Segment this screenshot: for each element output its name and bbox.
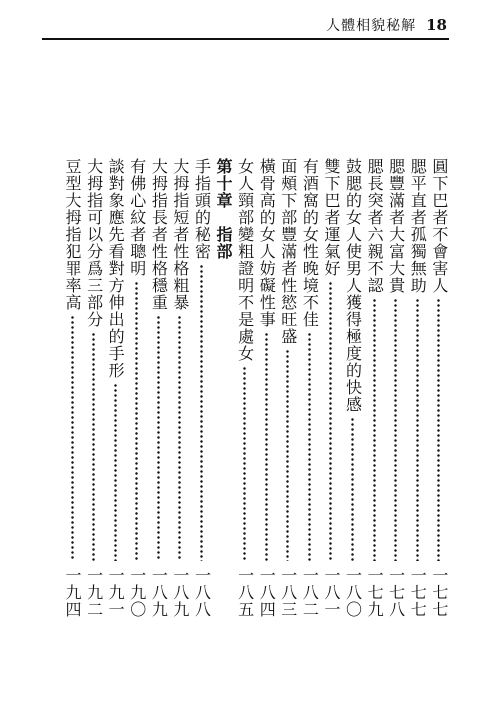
- toc-entry-title: 腮豐滿者大富大貴: [386, 158, 406, 294]
- toc-entry: [191, 158, 211, 618]
- toc-entry-title: 腮長突者六親不認: [365, 158, 385, 294]
- toc-entry: [343, 158, 363, 618]
- toc-entry-page: 一九二: [84, 567, 104, 618]
- toc-entry-title: 面頰下部豐滿者性慾旺盛: [278, 158, 298, 345]
- dot-leader: [416, 298, 419, 561]
- toc-entry-page: 一八二: [300, 567, 320, 618]
- toc-entry-page: 一七八: [386, 567, 406, 618]
- dot-leader: [329, 281, 332, 561]
- toc-entry: [105, 158, 125, 618]
- dot-leader: [92, 332, 95, 561]
- toc-entry-page: 一八八: [192, 567, 212, 618]
- toc-entry-page: 一八九: [149, 567, 169, 618]
- toc-entry: [170, 158, 190, 618]
- toc-entry: [62, 158, 82, 618]
- dot-leader: [114, 383, 117, 561]
- chapter-heading: [213, 158, 233, 618]
- toc-entry: [84, 158, 104, 618]
- dot-leader: [437, 298, 440, 561]
- toc-entry-page: 一七七: [408, 567, 428, 618]
- dot-leader: [71, 315, 74, 561]
- toc-entry-title: 有佛心紋者聰明: [127, 158, 147, 277]
- dot-leader: [286, 349, 289, 561]
- toc-entry-page: 一九〇: [127, 567, 147, 618]
- toc-entry-title: 圓下巴者不會害人: [429, 158, 449, 294]
- toc-entry-title: 手指頭的秘密: [192, 158, 212, 260]
- toc-entry-title: 大拇指可以分爲三部分: [84, 158, 104, 328]
- dot-leader: [200, 264, 203, 561]
- chapter-title: 第十章 指部: [214, 158, 234, 260]
- toc-entry-page: 一八三: [278, 567, 298, 618]
- toc-entry: [235, 158, 255, 618]
- toc-entry: [364, 158, 384, 618]
- toc-entry-title: 豆型大拇指犯罪率高: [63, 158, 82, 311]
- toc-entry-title: 女人頸部變粗證明不是處女: [235, 158, 255, 362]
- toc-entry-page: 一八〇: [343, 567, 363, 618]
- toc-entry-title: 腮平直者孤獨無助: [408, 158, 428, 294]
- dot-leader: [373, 298, 376, 561]
- toc-entry: [321, 158, 341, 618]
- toc-entry: [407, 158, 427, 618]
- dot-leader: [243, 366, 246, 561]
- toc-entry-page: 一九一: [106, 567, 126, 618]
- toc-entry-title: 大拇指短者性格粗暴: [170, 158, 190, 311]
- toc-entry-page: 一八九: [170, 567, 190, 618]
- toc-entry: [127, 158, 147, 618]
- toc-entry-title: 有酒窩的女性晚境不佳: [300, 158, 320, 328]
- book-title: 人體相貌秘解: [326, 18, 417, 34]
- running-header: [326, 14, 447, 36]
- toc-entry: [256, 158, 276, 618]
- toc-entry-title: 大拇指長者性格穩重: [149, 158, 169, 311]
- toc-entry-title: 鼓腮的女人使男人獲得極度的快感: [343, 158, 363, 413]
- dot-leader: [265, 332, 268, 561]
- toc-entry-title: 雙下巴者運氣好: [321, 158, 341, 277]
- toc-entry: [299, 158, 319, 618]
- toc-entry: [148, 158, 168, 618]
- toc-entry-page: 一七七: [429, 567, 449, 618]
- dot-leader: [135, 281, 138, 561]
- toc-entry-page: 一八四: [257, 567, 277, 618]
- dot-leader: [308, 332, 311, 561]
- toc-entry: [386, 158, 406, 618]
- header-rule: [42, 38, 449, 40]
- toc-entry-title: 橫骨高的女人妨礙性事: [257, 158, 277, 328]
- dot-leader: [394, 298, 397, 561]
- toc-entry-page: 一七九: [365, 567, 385, 618]
- dot-leader: [157, 315, 160, 561]
- toc-entry: [278, 158, 298, 618]
- toc-entry-page: 一九四: [63, 567, 82, 618]
- toc-entry-page: 一八五: [235, 567, 255, 618]
- dot-leader: [351, 417, 354, 561]
- toc-entry-title: 談對象應先看對方伸出的手形: [106, 158, 126, 379]
- page-number: 18: [426, 16, 447, 34]
- dot-leader: [178, 315, 181, 561]
- toc-entry-page: 一八一: [321, 567, 341, 618]
- table-of-contents: [62, 158, 449, 618]
- toc-entry: [429, 158, 449, 618]
